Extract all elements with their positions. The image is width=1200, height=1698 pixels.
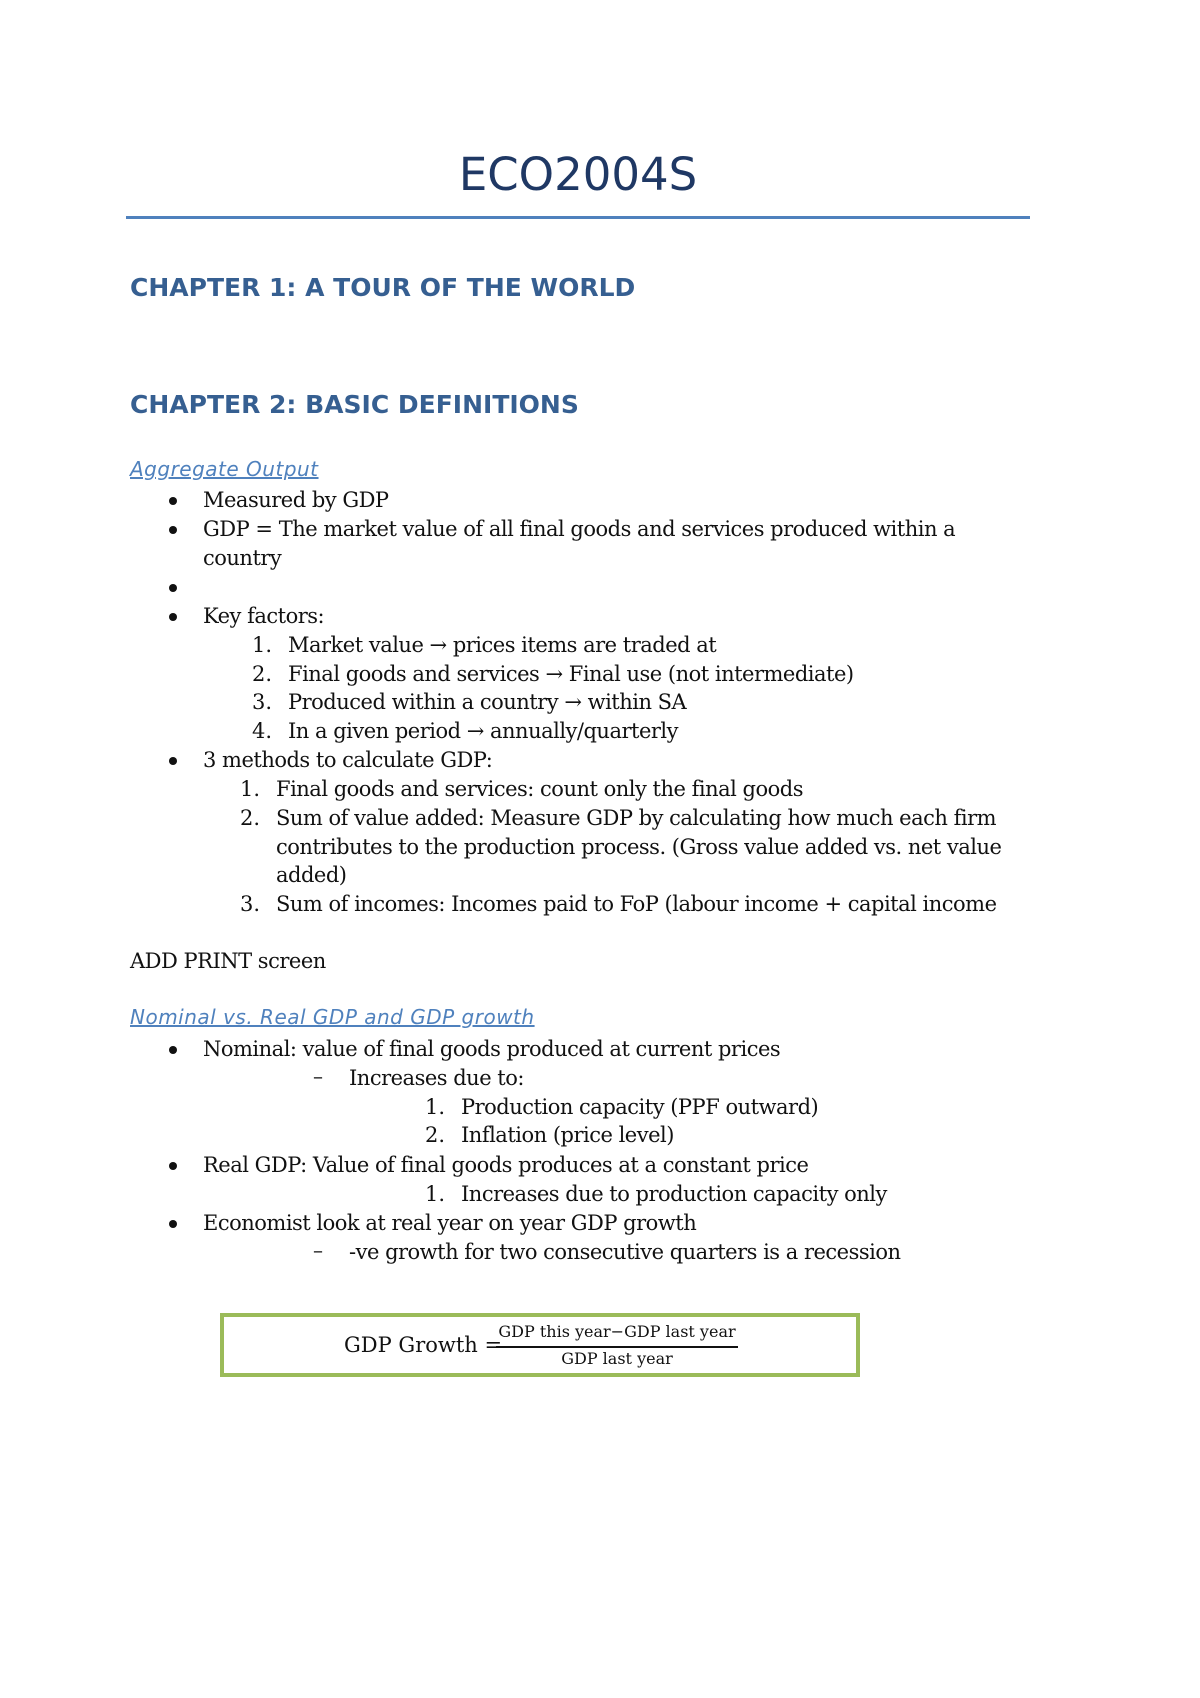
list-number: 2. <box>252 662 273 686</box>
list-number: 1. <box>425 1095 446 1119</box>
real-gdp-increase-item: Increases due to production capacity only <box>461 1182 887 1206</box>
list-number: 4. <box>252 719 273 743</box>
bullet-dot <box>169 1162 177 1170</box>
bullet-key-factors: Key factors: <box>203 604 325 628</box>
method-item-cont: contributes to the production process. (Gross value added vs. net value <box>276 835 1002 859</box>
nominal-increase-item: Production capacity (PPF outward) <box>461 1095 819 1119</box>
method-item: Sum of value added: Measure GDP by calculating how much each firm <box>276 806 997 830</box>
list-number: 2. <box>425 1123 446 1147</box>
bullet-economist: Economist look at real year on year GDP growth <box>203 1211 697 1235</box>
list-number: 2. <box>240 806 261 830</box>
list-number: 1. <box>425 1182 446 1206</box>
key-factor-item: In a given period → annually/quarterly <box>288 719 678 743</box>
list-number: 3. <box>240 892 261 916</box>
bullet-dot-empty <box>169 584 177 592</box>
add-print-screen-note: ADD PRINT screen <box>130 949 326 973</box>
bullet-gdp-definition: GDP = The market value of all final goods and services produced within a <box>203 517 956 541</box>
method-item-cont: added) <box>276 863 347 887</box>
bullet-dot <box>169 1220 177 1228</box>
bullet-dot <box>169 1046 177 1054</box>
bullet-real-gdp: Real GDP: Value of final goods produces at a constant price <box>203 1153 809 1177</box>
method-item: Sum of incomes: Incomes paid to FoP (labour income + capital income <box>276 892 997 916</box>
dash-recession: -ve growth for two consecutive quarters is a recession <box>349 1240 901 1264</box>
dash-marker: – <box>313 1064 323 1088</box>
bullet-gdp-definition-cont: country <box>203 546 282 570</box>
formula-fraction-bar <box>496 1346 738 1348</box>
bullet-measured-by-gdp: Measured by GDP <box>203 488 389 512</box>
nominal-increase-item: Inflation (price level) <box>461 1123 674 1147</box>
bullet-nominal: Nominal: value of final goods produced at current prices <box>203 1037 781 1061</box>
list-number: 3. <box>252 690 273 714</box>
bullet-three-methods: 3 methods to calculate GDP: <box>203 748 493 772</box>
title-underline <box>126 216 1030 219</box>
key-factor-item: Final goods and services → Final use (not intermediate) <box>288 662 854 686</box>
list-number: 1. <box>240 777 261 801</box>
dash-increases-due-to: Increases due to: <box>349 1066 524 1090</box>
formula-numerator: GDP this year−GDP last year <box>498 1322 736 1341</box>
chapter-2-heading: CHAPTER 2: BASIC DEFINITIONS <box>130 390 579 419</box>
formula-denominator: GDP last year <box>561 1349 673 1368</box>
bullet-dot <box>169 757 177 765</box>
method-item: Final goods and services: count only the final goods <box>276 777 803 801</box>
chapter-1-heading: CHAPTER 1: A TOUR OF THE WORLD <box>130 273 636 302</box>
bullet-dot <box>169 613 177 621</box>
key-factor-item: Produced within a country → within SA <box>288 690 687 714</box>
nominal-vs-real-heading: Nominal vs. Real GDP and GDP growth <box>130 1005 535 1029</box>
formula-lhs: GDP Growth = <box>344 1333 503 1357</box>
aggregate-output-heading: Aggregate Output <box>130 457 319 481</box>
bullet-dot <box>169 526 177 534</box>
key-factor-item: Market value → prices items are traded at <box>288 633 717 657</box>
list-number: 1. <box>252 633 273 657</box>
dash-marker: – <box>313 1238 323 1262</box>
bullet-dot <box>169 497 177 505</box>
document-title: ECO2004S <box>458 148 698 201</box>
